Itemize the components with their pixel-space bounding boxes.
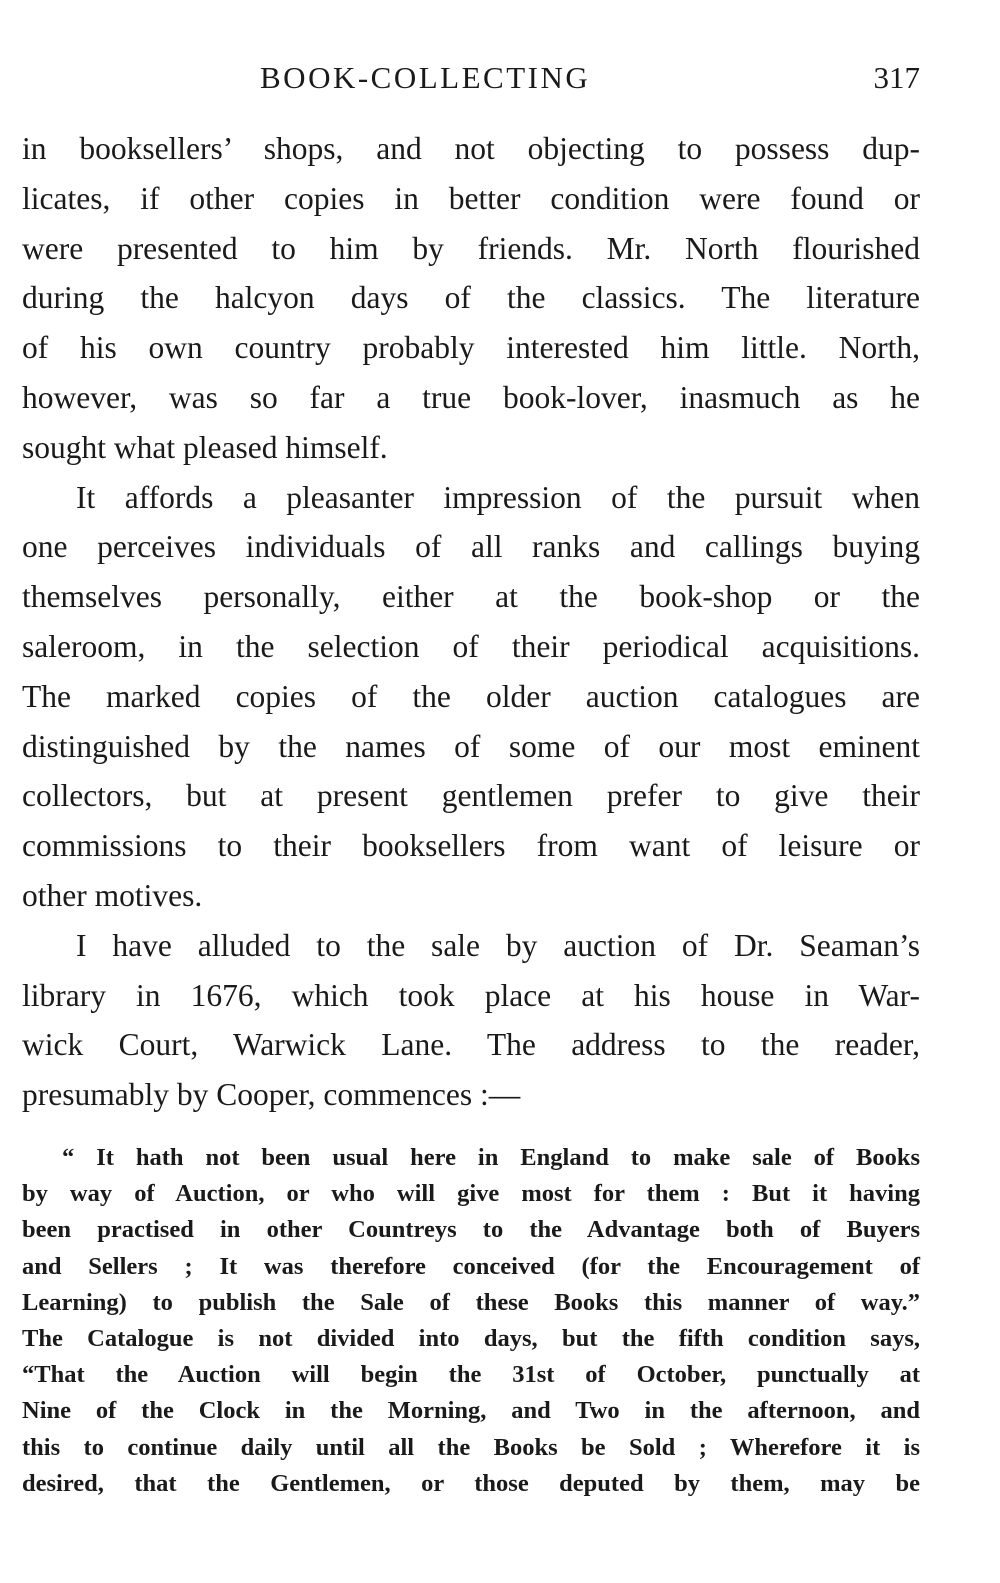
quote-line: Learning) to publish the Sale of these Books this manner of way.” bbox=[22, 1288, 920, 1316]
body-line: were presented to him by friends. Mr. North flourished bbox=[22, 230, 920, 266]
body-line: It affords a pleasanter impression of the pursuit when bbox=[76, 479, 920, 515]
body-line: sought what pleased himself. bbox=[22, 429, 388, 465]
body-line: saleroom, in the selection of their periodical acquisitions. bbox=[22, 628, 920, 664]
body-line: however, was so far a true book-lover, inasmuch as he bbox=[22, 379, 920, 415]
body-line: of his own country probably interested him little. North, bbox=[22, 330, 920, 366]
quote-line: “That the Auction will begin the 31st of October, punctually at bbox=[22, 1361, 920, 1389]
quote-line: desired, that the Gentlemen, or those deputed by them, may be bbox=[22, 1469, 920, 1497]
running-title: BOOK-COLLECTING bbox=[260, 60, 591, 95]
quote-line: and Sellers ; It was therefore conceived (for the Encouragement of bbox=[22, 1252, 920, 1280]
body-line: licates, if other copies in better condition were found or bbox=[22, 180, 920, 216]
body-line: wick Court, Warwick Lane. The address to the reader, bbox=[22, 1027, 920, 1063]
block-quote bbox=[22, 1140, 920, 1502]
body-line: library in 1676, which took place at his house in War- bbox=[22, 977, 920, 1013]
quote-line: been practised in other Countreys to the Advantage both of Buyers bbox=[22, 1216, 920, 1244]
quote-line: Nine of the Clock in the Morning, and Two in the afternoon, and bbox=[22, 1397, 920, 1425]
body-line: The marked copies of the older auction catalogues are bbox=[22, 678, 920, 714]
body-line: other motives. bbox=[22, 877, 203, 913]
quote-line: this to continue daily until all the Books be Sold ; Wherefore it is bbox=[22, 1433, 920, 1461]
body-line: one perceives individuals of all ranks and callings buying bbox=[22, 529, 920, 565]
body-line: collectors, but at present gentlemen prefer to give their bbox=[22, 778, 920, 814]
page-number: 317 bbox=[873, 60, 920, 95]
body-line: distinguished by the names of some of our most eminent bbox=[22, 728, 920, 764]
quote-line: by way of Auction, or who will give most for them : But it having bbox=[22, 1180, 920, 1208]
quote-line: The Catalogue is not divided into days, but the fifth condition says, bbox=[22, 1324, 920, 1352]
body-line: I have alluded to the sale by auction of Dr. Seaman’s bbox=[76, 927, 920, 963]
body-line: in booksellers’ shops, and not objecting to possess dup- bbox=[22, 131, 920, 166]
body-line: during the halcyon days of the classics. The literature bbox=[22, 280, 920, 316]
body-text bbox=[22, 124, 920, 1120]
body-line: commissions to their booksellers from want of leisure or bbox=[22, 828, 920, 864]
running-header bbox=[0, 56, 1000, 100]
body-line: themselves personally, either at the book-shop or the bbox=[22, 579, 920, 615]
quote-line: “ It hath not been usual here in England to make sale of Books bbox=[62, 1144, 920, 1171]
body-line: presumably by Cooper, commences :— bbox=[22, 1077, 521, 1113]
